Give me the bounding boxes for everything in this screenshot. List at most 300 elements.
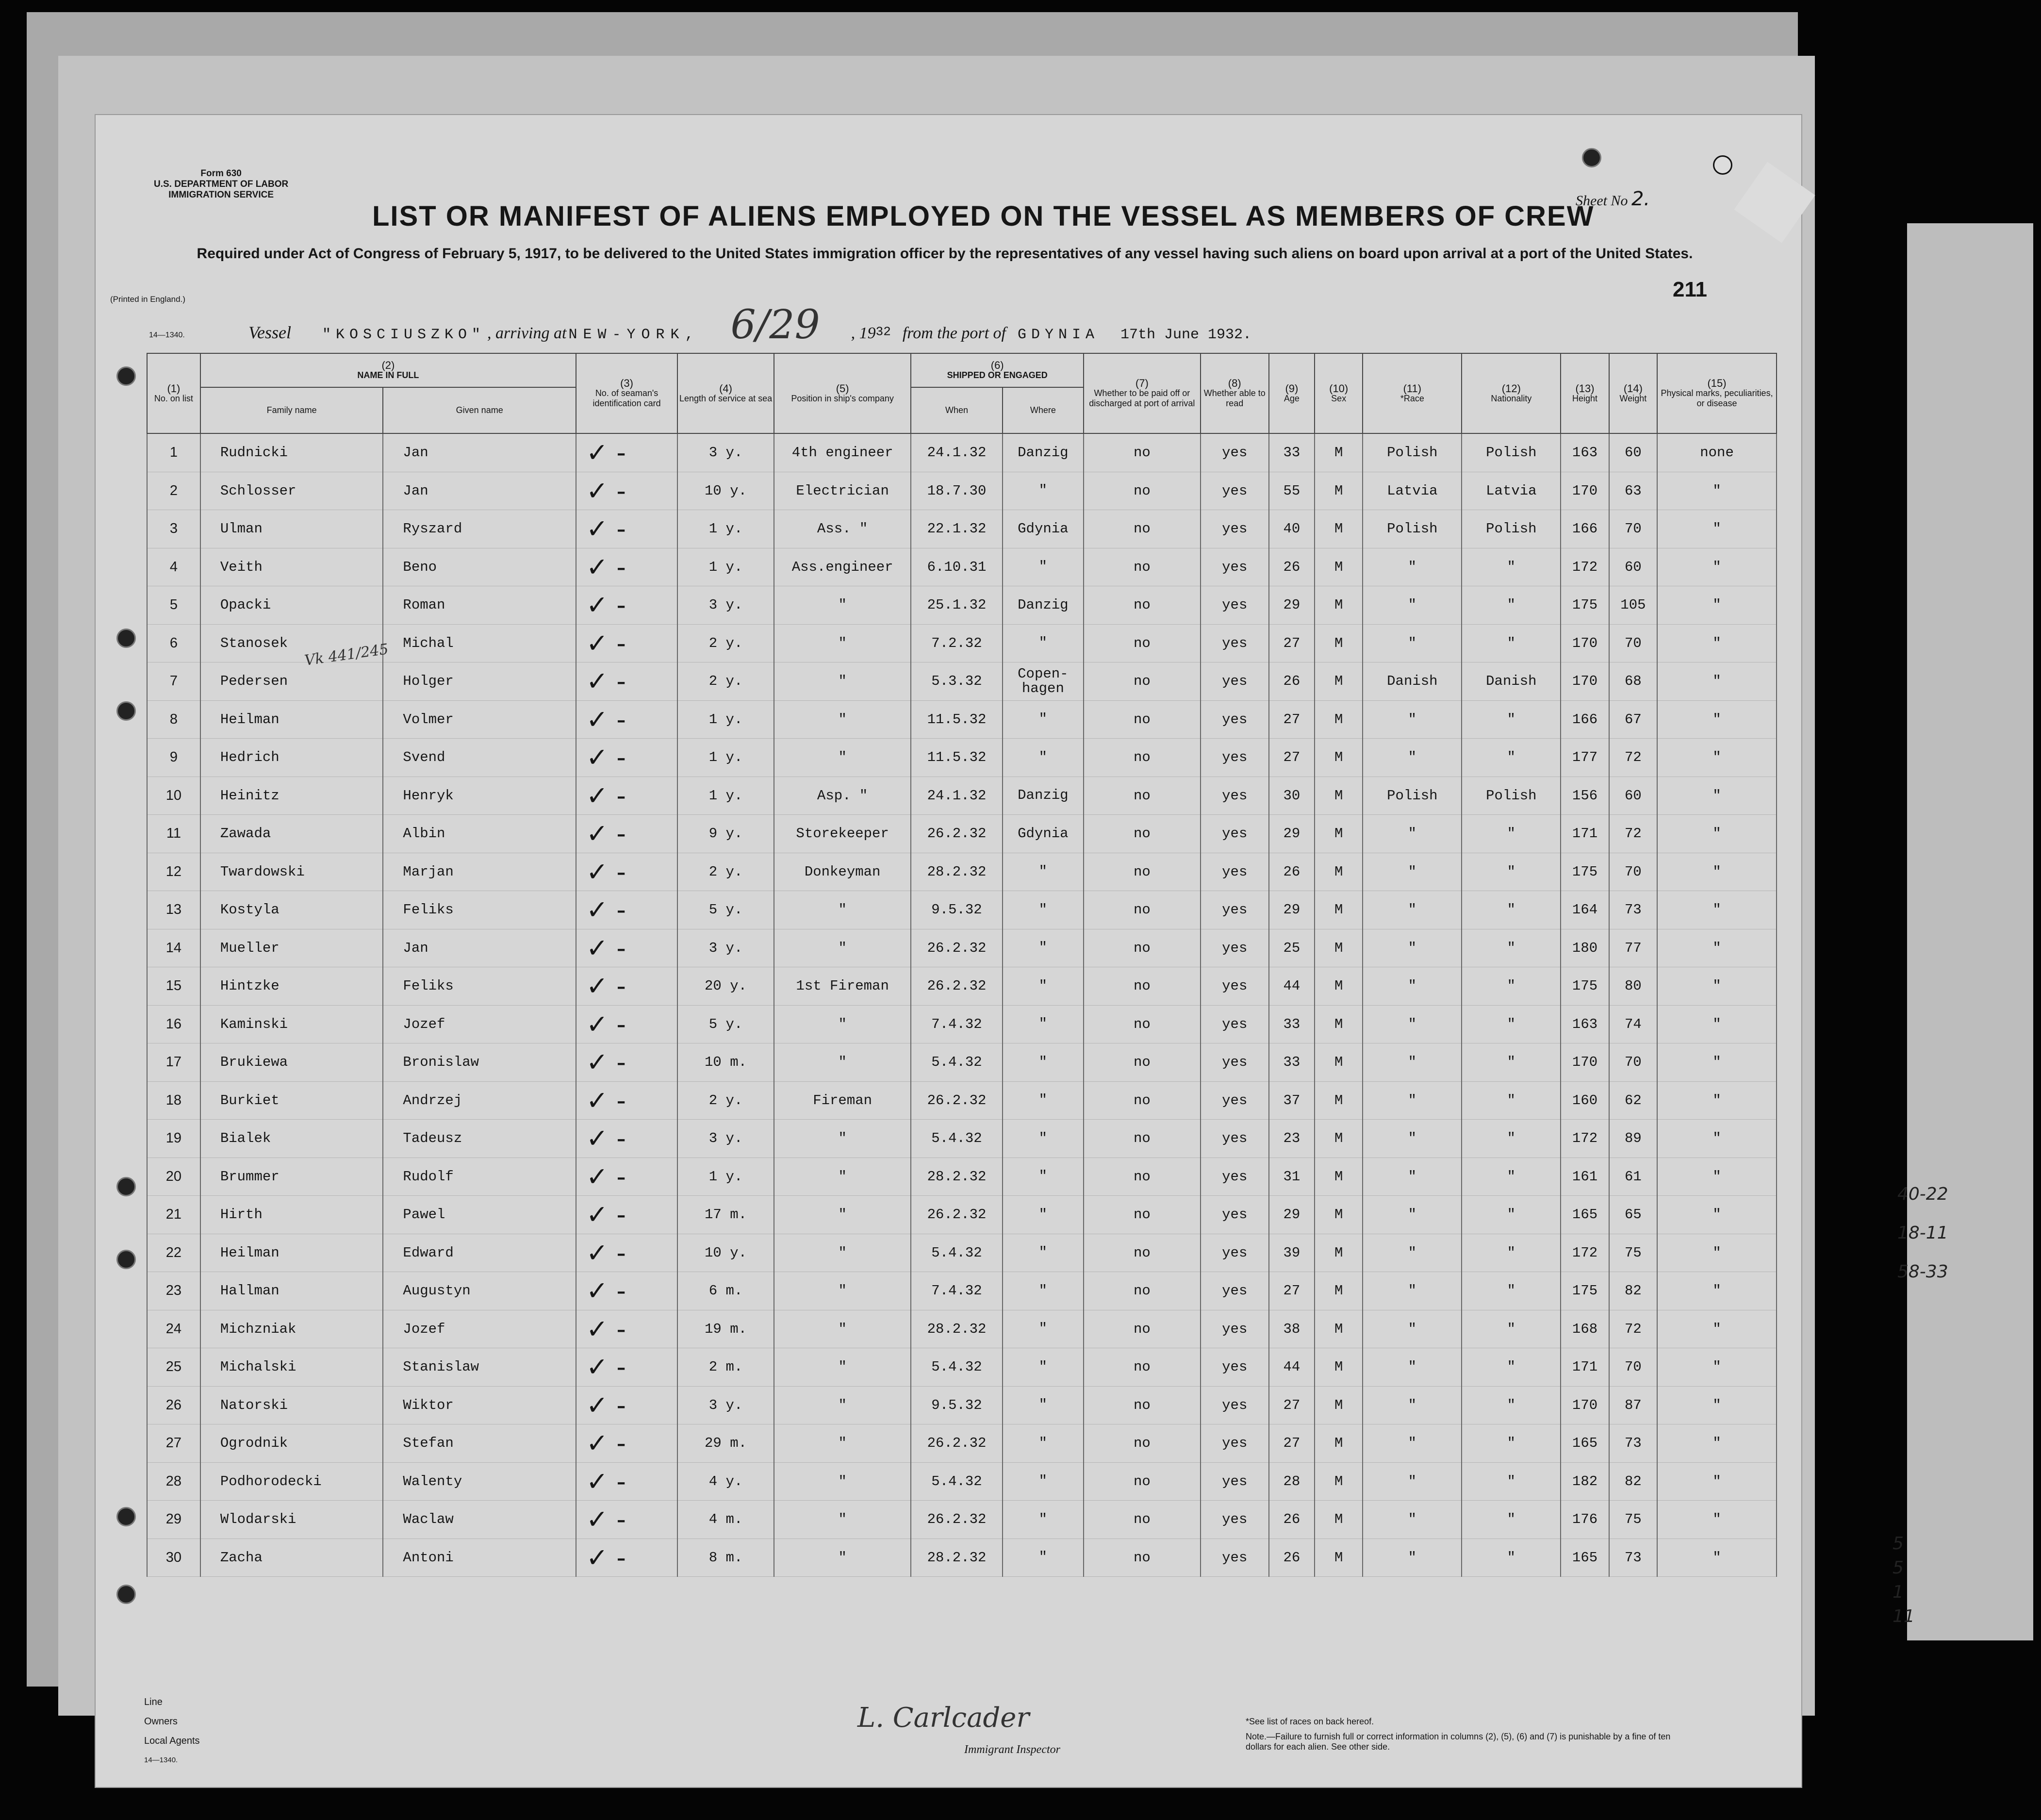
cell-card: ✓ -: [576, 1158, 677, 1196]
col-service: (4) Length of service at sea: [677, 353, 774, 433]
cell-given: Jozef: [383, 1005, 576, 1043]
cell-service: 3 y.: [677, 1386, 774, 1424]
cell-read: yes: [1201, 1043, 1269, 1082]
cell-marks: ": [1657, 1386, 1777, 1424]
cell-when: 5.4.32: [911, 1120, 1002, 1158]
cell-height: 165: [1561, 1539, 1609, 1577]
cell-given: Holger: [383, 662, 576, 701]
cell-marks: ": [1657, 1424, 1777, 1463]
cell-race: ": [1363, 929, 1462, 967]
cell-given: Waclaw: [383, 1501, 576, 1539]
cell-read: yes: [1201, 624, 1269, 662]
cell-nationality: ": [1462, 739, 1561, 777]
cell-family: Podhorodecki: [200, 1462, 383, 1501]
table-row: [147, 662, 1777, 701]
cell-height: 163: [1561, 433, 1609, 472]
cell-card: ✓ -: [576, 700, 677, 739]
cell-given: Marjan: [383, 853, 576, 891]
cell-marks: ": [1657, 1272, 1777, 1310]
binding-hole: [116, 1177, 136, 1196]
cell-age: 27: [1269, 739, 1315, 777]
cell-weight: 60: [1609, 548, 1657, 586]
cell-weight: 80: [1609, 967, 1657, 1006]
cell-no: 20: [147, 1158, 200, 1196]
cell-position: ": [774, 1424, 911, 1463]
cell-marks: ": [1657, 1310, 1777, 1348]
cell-paid: no: [1084, 815, 1201, 853]
cell-marks: ": [1657, 548, 1777, 586]
cell-marks: ": [1657, 1043, 1777, 1082]
cell-age: 25: [1269, 929, 1315, 967]
cell-where: ": [1003, 624, 1084, 662]
cell-weight: 73: [1609, 891, 1657, 929]
cell-position: ": [774, 700, 911, 739]
margin-note: 5: [1893, 1558, 1904, 1578]
cell-card: ✓ -: [576, 472, 677, 510]
cell-race: Polish: [1363, 777, 1462, 815]
table-row: [147, 1272, 1777, 1310]
cell-given: Jan: [383, 433, 576, 472]
binding-hole: [116, 1507, 136, 1526]
cell-age: 26: [1269, 548, 1315, 586]
cell-read: yes: [1201, 815, 1269, 853]
cell-where: ": [1003, 1501, 1084, 1539]
cell-family: Heilman: [200, 700, 383, 739]
cell-sex: M: [1315, 1348, 1363, 1387]
cell-read: yes: [1201, 967, 1269, 1006]
cell-when: 24.1.32: [911, 777, 1002, 815]
cell-given: Albin: [383, 815, 576, 853]
service: IMMIGRATION SERVICE: [168, 190, 274, 200]
cell-card: ✓ -: [576, 510, 677, 548]
table-row: [147, 815, 1777, 853]
cell-marks: ": [1657, 1539, 1777, 1577]
cell-no: 7: [147, 662, 200, 701]
cell-no: 3: [147, 510, 200, 548]
cell-family: Natorski: [200, 1386, 383, 1424]
cell-nationality: ": [1462, 1310, 1561, 1348]
cell-age: 27: [1269, 1272, 1315, 1310]
cell-race: Danish: [1363, 662, 1462, 701]
cell-when: 9.5.32: [911, 891, 1002, 929]
cell-nationality: ": [1462, 1234, 1561, 1272]
cell-nationality: ": [1462, 1501, 1561, 1539]
cell-height: 175: [1561, 853, 1609, 891]
footer-notes: *See list of races on back hereof. Note.—Failure to furnish full or correct information in columns (2), (5), (6) and (7) is punishable by a fine of ten dollars for each alien. See other side.: [1246, 1717, 1671, 1752]
cell-race: ": [1363, 891, 1462, 929]
crew-table: [147, 353, 1777, 1577]
cell-read: yes: [1201, 891, 1269, 929]
cell-service: 4 y.: [677, 1462, 774, 1501]
cell-height: 180: [1561, 929, 1609, 967]
cell-nationality: ": [1462, 1043, 1561, 1082]
cell-sex: M: [1315, 548, 1363, 586]
cell-age: 37: [1269, 1081, 1315, 1120]
cell-marks: ": [1657, 1462, 1777, 1501]
cell-paid: no: [1084, 1081, 1201, 1120]
cell-weight: 73: [1609, 1424, 1657, 1463]
cell-given: Roman: [383, 586, 576, 625]
cell-service: 1 y.: [677, 1158, 774, 1196]
cell-given: Tadeusz: [383, 1120, 576, 1158]
cell-marks: ": [1657, 1120, 1777, 1158]
cell-where: ": [1003, 1539, 1084, 1577]
cell-height: 156: [1561, 777, 1609, 815]
inspector-signature: L. Carlcader: [857, 1702, 1030, 1734]
cell-family: Opacki: [200, 586, 383, 625]
cell-family: Wlodarski: [200, 1501, 383, 1539]
cell-position: ": [774, 1539, 911, 1577]
cell-no: 16: [147, 1005, 200, 1043]
cell-age: 26: [1269, 662, 1315, 701]
cell-weight: 60: [1609, 777, 1657, 815]
cell-card: ✓ -: [576, 1539, 677, 1577]
stamp-number: 211: [1673, 278, 1707, 301]
cell-paid: no: [1084, 472, 1201, 510]
cell-when: 26.2.32: [911, 1501, 1002, 1539]
table-row: [147, 929, 1777, 967]
cell-paid: no: [1084, 739, 1201, 777]
cell-age: 33: [1269, 433, 1315, 472]
cell-marks: ": [1657, 891, 1777, 929]
cell-position: ": [774, 586, 911, 625]
cell-paid: no: [1084, 1005, 1201, 1043]
cell-where: ": [1003, 739, 1084, 777]
cell-sex: M: [1315, 1005, 1363, 1043]
cell-sex: M: [1315, 472, 1363, 510]
cell-height: 175: [1561, 967, 1609, 1006]
cell-height: 170: [1561, 624, 1609, 662]
col-race: (11) *Race: [1363, 353, 1462, 433]
cell-position: Storekeeper: [774, 815, 911, 853]
cell-age: 33: [1269, 1043, 1315, 1082]
cell-no: 6: [147, 624, 200, 662]
cell-when: 5.4.32: [911, 1234, 1002, 1272]
cell-given: Pawel: [383, 1196, 576, 1234]
cell-card: ✓ -: [576, 1234, 677, 1272]
cell-age: 44: [1269, 1348, 1315, 1387]
cell-paid: no: [1084, 1462, 1201, 1501]
cell-sex: M: [1315, 1120, 1363, 1158]
cell-when: 28.2.32: [911, 1539, 1002, 1577]
cell-height: 177: [1561, 739, 1609, 777]
cell-where: Gdynia: [1003, 815, 1084, 853]
cell-paid: no: [1084, 1386, 1201, 1424]
cell-age: 30: [1269, 777, 1315, 815]
col-height: (13) Height: [1561, 353, 1609, 433]
cell-given: Bronislaw: [383, 1043, 576, 1082]
cell-read: yes: [1201, 1424, 1269, 1463]
cell-marks: ": [1657, 1501, 1777, 1539]
cell-when: 26.2.32: [911, 929, 1002, 967]
cell-read: yes: [1201, 1310, 1269, 1348]
cell-given: Beno: [383, 548, 576, 586]
cell-marks: ": [1657, 1196, 1777, 1234]
col-marks: (15) Physical marks, peculiarities, or disease: [1657, 353, 1777, 433]
cell-service: 8 m.: [677, 1539, 774, 1577]
binding-hole: [1713, 155, 1732, 175]
col-no-on-list: (1) No. on list: [147, 353, 200, 433]
cell-where: ": [1003, 967, 1084, 1006]
cell-paid: no: [1084, 1234, 1201, 1272]
cell-age: 38: [1269, 1310, 1315, 1348]
cell-marks: ": [1657, 929, 1777, 967]
cell-position: ": [774, 739, 911, 777]
cell-age: 33: [1269, 1005, 1315, 1043]
binding-hole: [1582, 148, 1601, 167]
cell-weight: 68: [1609, 662, 1657, 701]
cell-no: 24: [147, 1310, 200, 1348]
cell-height: 170: [1561, 1043, 1609, 1082]
cell-age: 27: [1269, 1424, 1315, 1463]
cell-no: 9: [147, 739, 200, 777]
cell-read: yes: [1201, 1120, 1269, 1158]
cell-card: ✓ -: [576, 853, 677, 891]
cell-sex: M: [1315, 1501, 1363, 1539]
cell-when: 11.5.32: [911, 700, 1002, 739]
margin-note: 11: [1893, 1606, 1915, 1626]
cell-family: Heilman: [200, 1234, 383, 1272]
cell-card: ✓ -: [576, 1081, 677, 1120]
cell-service: 3 y.: [677, 586, 774, 625]
col-age: (9) Age: [1269, 353, 1315, 433]
cell-weight: 63: [1609, 472, 1657, 510]
table-row: [147, 1462, 1777, 1501]
cell-age: 27: [1269, 700, 1315, 739]
binding-hole: [116, 366, 136, 386]
table-row: [147, 1386, 1777, 1424]
cell-height: 170: [1561, 662, 1609, 701]
col-sex: (10) Sex: [1315, 353, 1363, 433]
cell-race: ": [1363, 1158, 1462, 1196]
cell-marks: ": [1657, 1081, 1777, 1120]
cell-position: Donkeyman: [774, 853, 911, 891]
cell-read: yes: [1201, 700, 1269, 739]
cell-where: Danzig: [1003, 586, 1084, 625]
cell-age: 29: [1269, 586, 1315, 625]
cell-service: 2 y.: [677, 662, 774, 701]
cell-no: 5: [147, 586, 200, 625]
cell-paid: no: [1084, 662, 1201, 701]
cell-where: ": [1003, 700, 1084, 739]
col-name-in-full: (2) NAME IN FULL: [200, 353, 576, 387]
cell-position: ": [774, 929, 911, 967]
cell-when: 26.2.32: [911, 1424, 1002, 1463]
cell-no: 14: [147, 929, 200, 967]
footer-left: Line Owners Local Agents 14—1340.: [144, 1697, 200, 1764]
cell-marks: ": [1657, 510, 1777, 548]
margin-note: 1: [1893, 1582, 1904, 1602]
cell-no: 19: [147, 1120, 200, 1158]
cell-sex: M: [1315, 739, 1363, 777]
cell-no: 23: [147, 1272, 200, 1310]
cell-no: 27: [147, 1424, 200, 1463]
cell-height: 164: [1561, 891, 1609, 929]
cell-no: 2: [147, 472, 200, 510]
cell-read: yes: [1201, 1005, 1269, 1043]
cell-service: 6 m.: [677, 1272, 774, 1310]
cell-position: ": [774, 1120, 911, 1158]
cell-family: Mueller: [200, 929, 383, 967]
cell-paid: no: [1084, 700, 1201, 739]
cell-nationality: ": [1462, 700, 1561, 739]
cell-where: ": [1003, 1272, 1084, 1310]
cell-sex: M: [1315, 929, 1363, 967]
cell-marks: ": [1657, 815, 1777, 853]
cell-card: ✓ -: [576, 777, 677, 815]
cell-read: yes: [1201, 1501, 1269, 1539]
cell-race: ": [1363, 853, 1462, 891]
cell-nationality: ": [1462, 1539, 1561, 1577]
cell-when: 26.2.32: [911, 967, 1002, 1006]
cell-race: ": [1363, 967, 1462, 1006]
cell-sex: M: [1315, 1043, 1363, 1082]
cell-paid: no: [1084, 1158, 1201, 1196]
cell-age: 23: [1269, 1120, 1315, 1158]
table-row: [147, 548, 1777, 586]
table-row: [147, 624, 1777, 662]
cell-paid: no: [1084, 1272, 1201, 1310]
inspector-label: Immigrant Inspector: [964, 1743, 1060, 1756]
cell-where: ": [1003, 1120, 1084, 1158]
cell-family: Ogrodnik: [200, 1424, 383, 1463]
cell-weight: 87: [1609, 1386, 1657, 1424]
cell-when: 6.10.31: [911, 548, 1002, 586]
cell-height: 172: [1561, 548, 1609, 586]
cell-where: Gdynia: [1003, 510, 1084, 548]
cell-no: 28: [147, 1462, 200, 1501]
table-row: [147, 1348, 1777, 1387]
cell-family: Veith: [200, 548, 383, 586]
table-row: [147, 1081, 1777, 1120]
cell-race: ": [1363, 1462, 1462, 1501]
cell-card: ✓ -: [576, 1348, 677, 1387]
cell-card: ✓ -: [576, 1386, 677, 1424]
cell-given: Jan: [383, 929, 576, 967]
cell-weight: 67: [1609, 700, 1657, 739]
table-row: [147, 433, 1777, 472]
binding-hole: [116, 701, 136, 721]
cell-read: yes: [1201, 739, 1269, 777]
cell-position: ": [774, 1005, 911, 1043]
col-weight: (14) Weight: [1609, 353, 1657, 433]
cell-race: ": [1363, 1043, 1462, 1082]
col-paid-off: (7) Whether to be paid off or discharged at port of arrival: [1084, 353, 1201, 433]
cell-sex: M: [1315, 1539, 1363, 1577]
cell-when: 26.2.32: [911, 1196, 1002, 1234]
cell-sex: M: [1315, 1386, 1363, 1424]
cell-no: 21: [147, 1196, 200, 1234]
cell-where: Danzig: [1003, 777, 1084, 815]
cell-given: Rudolf: [383, 1158, 576, 1196]
voyage-line: Vessel "KOSCIUSZKO" , arriving at NEW-YORK, 6/29 , 1932 from the port of GDYNIA 17th June 1932.: [248, 302, 1252, 348]
binding-hole: [116, 1585, 136, 1604]
cell-race: ": [1363, 1081, 1462, 1120]
cell-family: Brukiewa: [200, 1043, 383, 1082]
cell-age: 26: [1269, 853, 1315, 891]
cell-height: 163: [1561, 1005, 1609, 1043]
cell-paid: no: [1084, 1424, 1201, 1463]
table-row: [147, 510, 1777, 548]
cell-no: 25: [147, 1348, 200, 1387]
cell-given: Wiktor: [383, 1386, 576, 1424]
cell-service: 3 y.: [677, 929, 774, 967]
cell-service: 20 y.: [677, 967, 774, 1006]
cell-family: Bialek: [200, 1120, 383, 1158]
cell-race: ": [1363, 1196, 1462, 1234]
cell-paid: no: [1084, 777, 1201, 815]
table-row: [147, 1005, 1777, 1043]
cell-paid: no: [1084, 1196, 1201, 1234]
cell-read: yes: [1201, 662, 1269, 701]
cell-card: ✓ -: [576, 662, 677, 701]
cell-sex: M: [1315, 662, 1363, 701]
table-row: [147, 586, 1777, 625]
cell-height: 171: [1561, 1348, 1609, 1387]
cell-card: ✓ -: [576, 967, 677, 1006]
cell-service: 4 m.: [677, 1501, 774, 1539]
cell-weight: 82: [1609, 1272, 1657, 1310]
cell-when: 5.4.32: [911, 1462, 1002, 1501]
cell-race: ": [1363, 1120, 1462, 1158]
cell-no: 1: [147, 433, 200, 472]
cell-nationality: Latvia: [1462, 472, 1561, 510]
col-read: (8) Whether able to read: [1201, 353, 1269, 433]
cell-where: ": [1003, 1081, 1084, 1120]
cell-given: Augustyn: [383, 1272, 576, 1310]
table-row: [147, 1539, 1777, 1577]
cell-race: ": [1363, 1310, 1462, 1348]
cell-height: 166: [1561, 510, 1609, 548]
cell-service: 10 m.: [677, 1043, 774, 1082]
cell-weight: 82: [1609, 1462, 1657, 1501]
cell-card: ✓ -: [576, 586, 677, 625]
cell-paid: no: [1084, 1043, 1201, 1082]
cell-position: ": [774, 1196, 911, 1234]
cell-card: ✓ -: [576, 1272, 677, 1310]
table-row: [147, 853, 1777, 891]
cell-no: 18: [147, 1081, 200, 1120]
cell-position: Ass. ": [774, 510, 911, 548]
cell-paid: no: [1084, 891, 1201, 929]
cell-given: Walenty: [383, 1462, 576, 1501]
department: U.S. DEPARTMENT OF LABOR: [154, 179, 289, 189]
cell-where: Danzig: [1003, 433, 1084, 472]
cell-card: ✓ -: [576, 815, 677, 853]
sheet-number: Sheet No 2.: [1576, 188, 1650, 210]
cell-given: Andrzej: [383, 1081, 576, 1120]
cell-race: ": [1363, 624, 1462, 662]
cell-where: ": [1003, 853, 1084, 891]
cell-family: Zacha: [200, 1539, 383, 1577]
cell-when: 5.4.32: [911, 1043, 1002, 1082]
cell-marks: ": [1657, 853, 1777, 891]
cell-sex: M: [1315, 510, 1363, 548]
cell-read: yes: [1201, 510, 1269, 548]
cell-nationality: Danish: [1462, 662, 1561, 701]
col-shipped: (6) SHIPPED OR ENGAGED: [911, 353, 1084, 387]
cell-height: 168: [1561, 1310, 1609, 1348]
cell-service: 10 y.: [677, 1234, 774, 1272]
cell-given: Ryszard: [383, 510, 576, 548]
cell-no: 22: [147, 1234, 200, 1272]
cell-weight: 62: [1609, 1081, 1657, 1120]
cell-paid: no: [1084, 1120, 1201, 1158]
cell-card: ✓ -: [576, 624, 677, 662]
cell-weight: 70: [1609, 1348, 1657, 1387]
cell-family: Hirth: [200, 1196, 383, 1234]
cell-race: ": [1363, 1272, 1462, 1310]
